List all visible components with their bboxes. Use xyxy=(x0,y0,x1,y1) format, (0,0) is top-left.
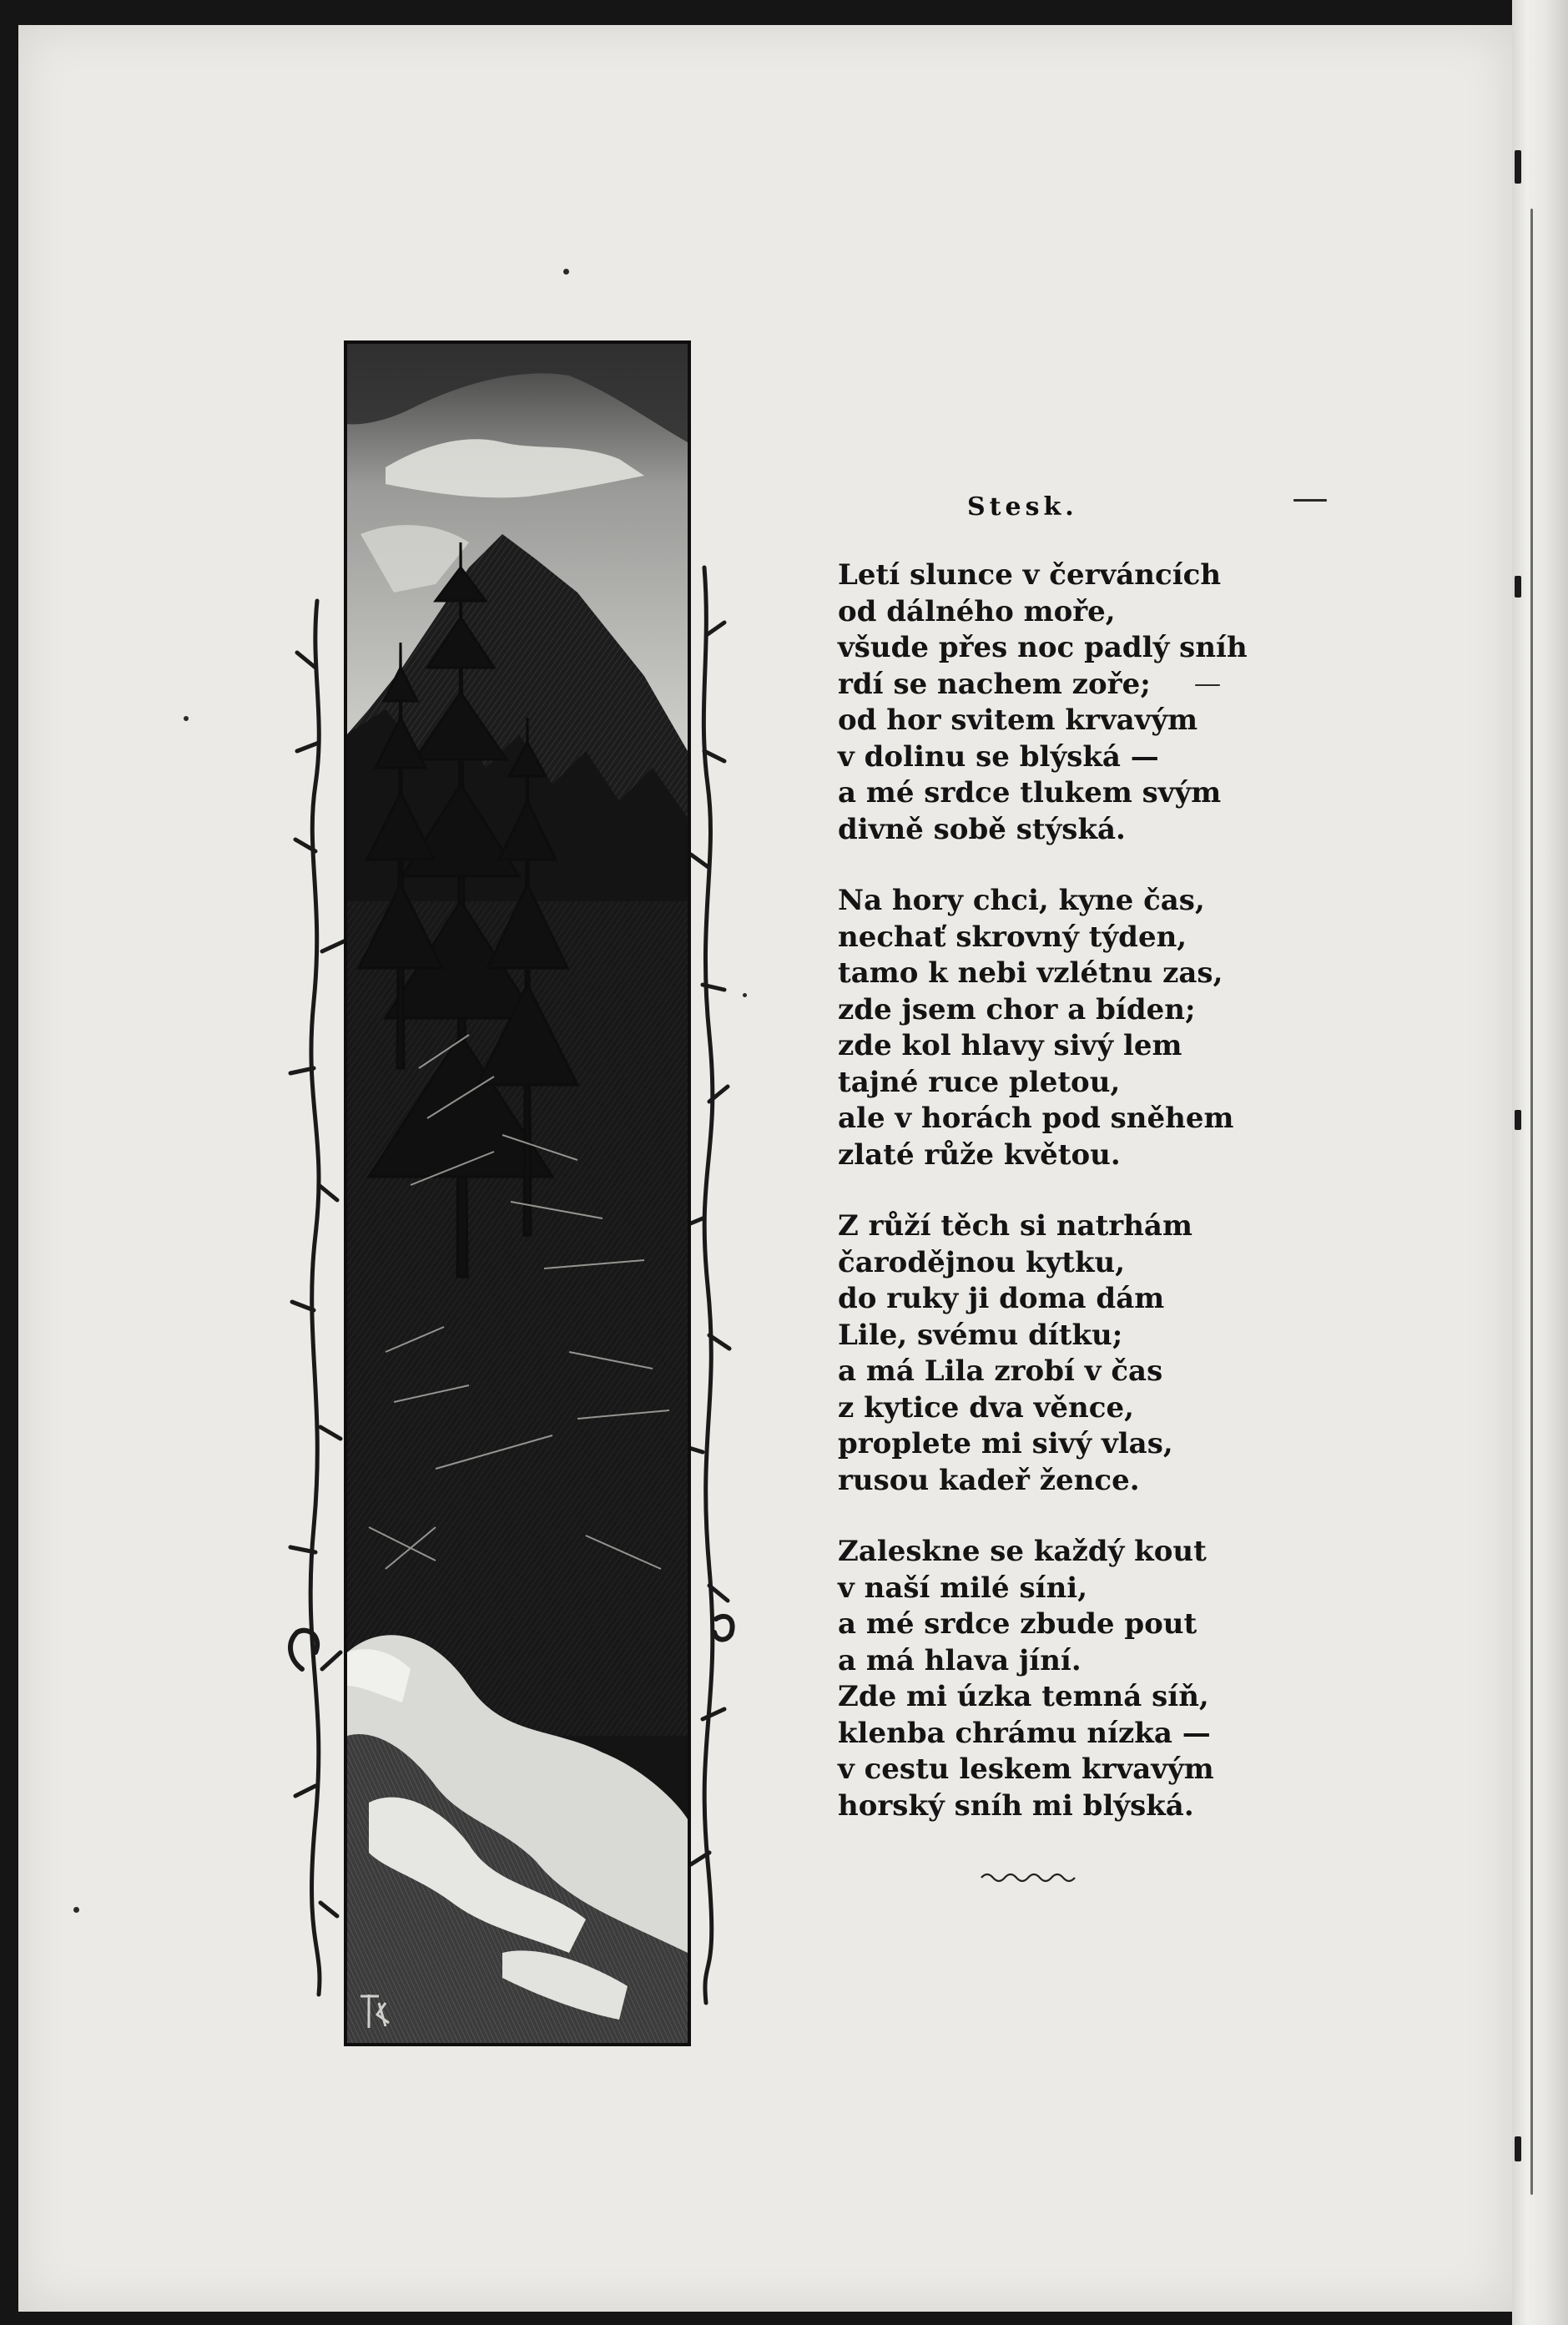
poem-line: Lile, svému dítku; xyxy=(838,1318,1123,1352)
poem-line: všude přes noc padlý sníh xyxy=(838,631,1248,664)
poem-line: v naší milé síni, xyxy=(838,1571,1088,1605)
poem-line: a mé srdce tlukem svým xyxy=(838,776,1222,809)
poem-line: Z růží těch si natrhám xyxy=(838,1209,1192,1243)
facing-page-edge xyxy=(1512,0,1568,2325)
left-twig-border xyxy=(290,601,344,1995)
paper-speck xyxy=(743,993,747,997)
forest-illustration xyxy=(252,317,736,2061)
poem-line: rusou kadeř žence. xyxy=(838,1463,1140,1497)
poem-line: do ruky ji doma dám xyxy=(838,1282,1165,1315)
poem-title: Stesk. xyxy=(967,492,1078,522)
poem-line: Zaleskne se každý kout xyxy=(838,1535,1207,1568)
edge-mark xyxy=(1515,150,1521,184)
paper-speck xyxy=(1195,684,1220,686)
poem-line: od hor svitem krvavým xyxy=(838,704,1198,737)
edge-line xyxy=(1530,209,1533,2195)
poem-line: od dálného moře, xyxy=(838,594,1116,628)
poem-line: čarodějnou kytku, xyxy=(838,1245,1126,1279)
poem-line: Letí slunce v červáncích xyxy=(838,558,1222,592)
poem-line: zde jsem chor a bíden; xyxy=(838,992,1196,1026)
poem-line: proplete mi sivý vlas, xyxy=(838,1427,1173,1460)
poem-stanzas xyxy=(838,557,1272,1859)
poem-line: klenba chrámu nízka — xyxy=(838,1716,1211,1750)
poem-line: tajné ruce pletou, xyxy=(838,1065,1121,1099)
poem-line: nechať skrovný týden, xyxy=(838,920,1187,954)
stanza-2 xyxy=(838,883,1272,1173)
poem-line: a má Lila zrobí v čas xyxy=(838,1354,1163,1388)
book-page xyxy=(18,25,1512,2312)
poem-line: ale v horách pod sněhem xyxy=(838,1102,1234,1135)
poem-line: z kytice dva věnce, xyxy=(838,1390,1134,1425)
poem-line: rdí se nachem zoře; xyxy=(838,667,1151,701)
paper-speck xyxy=(184,716,189,721)
poem-line: zde kol hlavy sivý lem xyxy=(838,1029,1182,1062)
paper-speck xyxy=(1293,499,1327,502)
poem-line: horský sníh mi blýská. xyxy=(838,1788,1194,1823)
stanza-3 xyxy=(838,1208,1272,1499)
stanza-1 xyxy=(838,557,1272,848)
edge-mark xyxy=(1515,576,1521,598)
poem-line: a má hlava jíní. xyxy=(838,1643,1081,1677)
edge-mark xyxy=(1515,1110,1521,1130)
poem-line: divně sobě stýská. xyxy=(838,812,1126,846)
edge-mark xyxy=(1515,2136,1521,2161)
poem-line: zlaté růže květou. xyxy=(838,1137,1121,1172)
stanza-4 xyxy=(838,1534,1272,1824)
poem-line: tamo k nebi vzlétnu zas, xyxy=(838,956,1223,990)
poem-line: v dolinu se blýská — xyxy=(838,739,1159,774)
poem-line: a mé srdce zbude pout xyxy=(838,1607,1197,1641)
wave-ornament-icon xyxy=(980,1869,1080,1886)
paper-speck xyxy=(563,269,569,275)
paper-speck xyxy=(73,1907,79,1913)
poem-line: Zde mi úzka temná síň, xyxy=(838,1680,1209,1713)
poem-line: Na hory chci, kyne čas, xyxy=(838,884,1205,917)
poem-line: v cestu leskem krvavým xyxy=(838,1753,1214,1786)
